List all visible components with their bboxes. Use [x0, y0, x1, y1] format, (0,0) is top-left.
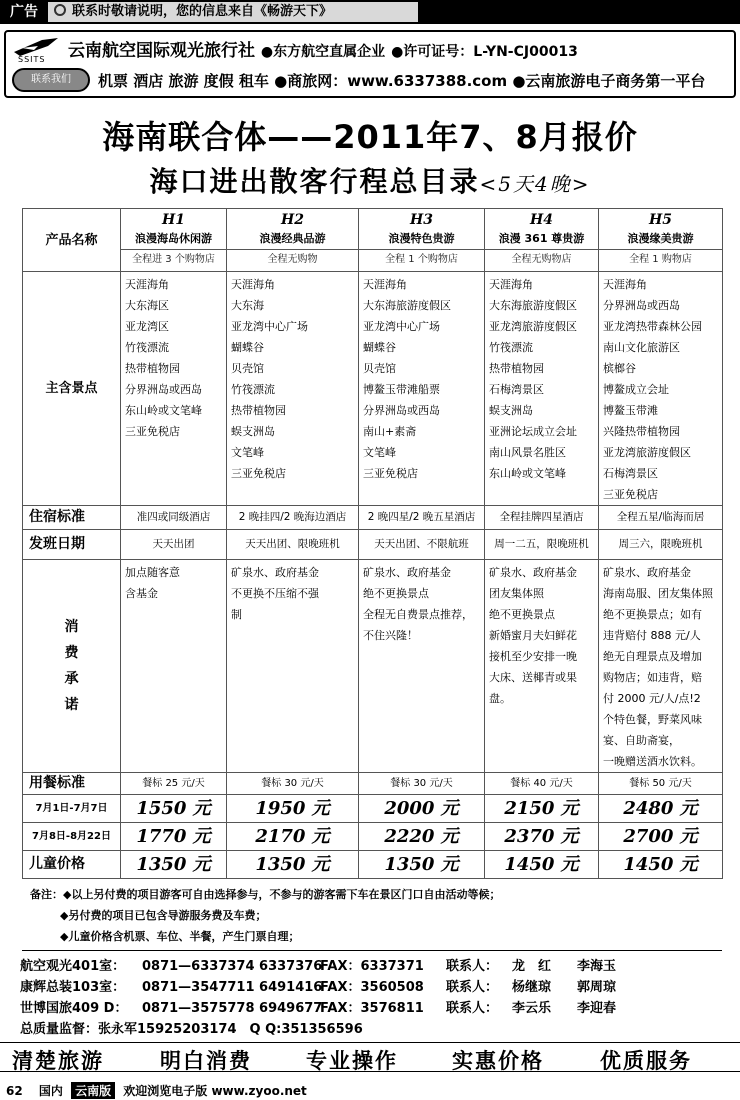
- table-row: [23, 506, 723, 530]
- sight-item: 大东海旅游度假区: [489, 299, 577, 312]
- sight-item: 贝壳馆: [363, 362, 396, 375]
- contact-office: 康辉总装103室：: [20, 980, 126, 995]
- sight-item: 大东海旅游度假区: [363, 299, 451, 312]
- note-item: ◆儿童价格含机票、车位、半餐，产生门票自理；: [60, 930, 300, 943]
- sub-title-text: 海口进出散客行程总目录: [149, 165, 480, 198]
- sight-item: 博鳌成立会址: [603, 383, 669, 396]
- sight-item: 天涯海角: [231, 278, 275, 291]
- footer-text[interactable]: 欢迎浏览电子版 www.zyoo.net: [123, 1084, 307, 1098]
- note-item: ◆另付费的项目已包含导游服务费及车费；: [60, 909, 267, 922]
- sight-item: 亚龙湾旅游度假区: [489, 320, 577, 333]
- ad-bar: [0, 0, 740, 24]
- sight-item: 大东海: [231, 299, 264, 312]
- table-row: [23, 773, 723, 795]
- sight-item: 天涯海角: [489, 278, 533, 291]
- meal-cell: 餐标 40 元/天: [485, 773, 599, 795]
- contact-fax: FAX：3560508: [320, 980, 424, 995]
- sight-item: 蜈支洲岛: [489, 404, 533, 417]
- sight-item: 石梅湾景区: [489, 383, 544, 396]
- contact-phone: 0871—6337374 6337376: [142, 959, 323, 974]
- sights-cell: [121, 272, 227, 506]
- sight-item: 热带植物园: [125, 362, 180, 375]
- sight-item: 槟榔谷: [603, 362, 636, 375]
- ad-notice: [48, 2, 418, 22]
- sight-item: 天涯海角: [363, 278, 407, 291]
- promise-cell: [485, 560, 599, 773]
- contact-people: 杨继琼 郭周琼: [512, 980, 617, 995]
- sight-item: 石梅湾景区: [603, 467, 658, 480]
- promise-line: 不住兴隆！: [363, 629, 418, 642]
- contact-office: 航空观光401室：: [20, 959, 126, 974]
- contact-contact-label: 联系人：: [446, 959, 499, 974]
- sight-item: 东山岭或文笔峰: [125, 404, 202, 417]
- promise-cell: [599, 560, 723, 773]
- slogan: 清楚旅游: [12, 1049, 104, 1073]
- sight-item: 南山+素斋: [363, 425, 417, 438]
- promise-line: 矿泉水、政府基金: [489, 566, 577, 579]
- promise-line: 宴、自助斋宴，: [603, 734, 680, 747]
- departure-cell: 天天出团: [121, 530, 227, 560]
- promise-line: 个特色餐，野菜风味: [603, 713, 702, 726]
- promise-line: 海南岛服、团友集体照: [603, 587, 713, 600]
- sight-item: 贝壳馆: [231, 362, 264, 375]
- sight-item: 博鳌玉带滩船票: [363, 383, 440, 396]
- price-period-1-cell: 2150 元: [485, 795, 599, 823]
- hotel-cell: 全程挂牌四星酒店: [485, 506, 599, 530]
- sight-item: 热带植物园: [231, 404, 286, 417]
- company-name: 云南航空国际观光旅行社: [68, 41, 255, 61]
- sights-cell: [599, 272, 723, 506]
- company-line-2: [98, 70, 705, 91]
- shopping-policy: 全程无购物店: [485, 250, 599, 272]
- sight-item: 博鳌玉带滩: [603, 404, 658, 417]
- sight-item: 分界洲岛或西岛: [125, 383, 202, 396]
- note-item: ◆以上另付费的项目游客可自由选择参与，不参与的游客需下车在景区门口自由活动等候；: [63, 888, 501, 901]
- sight-item: 三亚免税店: [603, 488, 658, 501]
- table-row: [23, 823, 723, 851]
- sight-item: 竹筏漂流: [231, 383, 275, 396]
- price-period-2-cell: 2220 元: [359, 823, 485, 851]
- price-period-2-cell: 2370 元: [485, 823, 599, 851]
- row-label-price-period-1: 7月1日-7月7日: [23, 795, 121, 823]
- page-number: 62: [6, 1084, 23, 1098]
- company-tagline: ●云南旅游电子商务第一平台: [512, 72, 706, 90]
- company-affiliation: ●东方航空直属企业: [260, 44, 386, 60]
- sight-item: 三亚免税店: [125, 425, 180, 438]
- table-row: [23, 560, 723, 773]
- sight-item: 南山风景名胜区: [489, 446, 566, 459]
- promise-line: 付 2000 元/人/点!2: [603, 692, 701, 705]
- notes: [30, 884, 500, 947]
- promise-line: 含基金: [125, 587, 158, 600]
- sight-item: 大东海区: [125, 299, 169, 312]
- promise-line: 盘。: [489, 692, 511, 705]
- sight-item: 竹筏漂流: [489, 341, 533, 354]
- promise-line: 加点随客意: [125, 566, 180, 579]
- sights-cell: [359, 272, 485, 506]
- page-footer: [6, 1082, 307, 1099]
- shopping-policy: 全程 1 购物店: [599, 250, 723, 272]
- price-period-1-cell: 1950 元: [227, 795, 359, 823]
- secondary-logo: 联系我们: [12, 68, 90, 92]
- table-row: [23, 851, 723, 879]
- promise-cell: [359, 560, 485, 773]
- company-website[interactable]: ●商旅网：www.6337388.com: [274, 72, 508, 90]
- contact-office: 世博国旅409 D：: [20, 1001, 128, 1016]
- company-services: 机票 酒店 旅游 度假 租车: [98, 72, 269, 90]
- contact-people: 龙 红 李海玉: [512, 959, 617, 974]
- sight-item: 三亚免税店: [231, 467, 286, 480]
- price-period-1-cell: 2000 元: [359, 795, 485, 823]
- product-name: 浪漫特色贵游: [359, 229, 485, 250]
- meal-cell: 餐标 30 元/天: [359, 773, 485, 795]
- quality-supervision: 总质量监督：张永军15925203174 Q Q:351356596: [20, 1022, 363, 1037]
- price-period-1-cell: 1550 元: [121, 795, 227, 823]
- sight-item: 蝴蝶谷: [231, 341, 264, 354]
- promise-line: 制: [231, 608, 242, 621]
- row-label-sights: 主含景点: [23, 272, 121, 506]
- hotel-cell: 全程五星/临海而居: [599, 506, 723, 530]
- sight-item: 兴隆热带植物园: [603, 425, 680, 438]
- product-code: H1: [121, 209, 227, 230]
- shopping-policy: 全程进 3 个购物店: [121, 250, 227, 272]
- hotel-cell: 2 晚四星/2 晚五星酒店: [359, 506, 485, 530]
- departure-cell: 周一二五，限晚班机: [485, 530, 599, 560]
- slogan: 优质服务: [600, 1049, 692, 1073]
- promise-cell: [227, 560, 359, 773]
- promise-line: 绝不更换景点: [363, 587, 429, 600]
- sub-title-duration: <5天4晚>: [479, 172, 591, 196]
- promise-line: 绝不更换景点；如有: [603, 608, 702, 621]
- sub-title: [0, 160, 740, 200]
- table-row: [23, 530, 723, 560]
- row-label-price-period-2: 7月8日-8月22日: [23, 823, 121, 851]
- sight-item: 蝴蝶谷: [363, 341, 396, 354]
- sight-item: 南山文化旅游区: [603, 341, 680, 354]
- sights-cell: [485, 272, 599, 506]
- sight-item: 亚龙湾旅游度假区: [603, 446, 691, 459]
- sight-item: 竹筏漂流: [125, 341, 169, 354]
- sight-item: 亚龙湾中心广场: [363, 320, 440, 333]
- row-label-departure: 发班日期: [23, 530, 121, 560]
- row-label-child: 儿童价格: [23, 851, 121, 879]
- sight-item: 亚龙湾中心广场: [231, 320, 308, 333]
- contact-block: [20, 956, 672, 1040]
- slogan: 明白消费: [160, 1049, 252, 1073]
- product-code: H2: [227, 209, 359, 230]
- slogan: 专业操作: [306, 1049, 398, 1073]
- sight-item: 分界洲岛或西岛: [363, 404, 440, 417]
- row-label-product: 产品名称: [23, 209, 121, 272]
- meal-cell: 餐标 50 元/天: [599, 773, 723, 795]
- product-name: 浪漫 361 尊贵游: [485, 229, 599, 250]
- logo-text: SSITS: [18, 55, 46, 64]
- promise-line: 新婚蜜月夫妇鲜花: [489, 629, 577, 642]
- product-name: 浪漫经典品游: [227, 229, 359, 250]
- contact-phone: 0871—3575778 6949677: [142, 1001, 323, 1016]
- tour-price-table: [22, 208, 723, 879]
- promise-line: 一晚赠送酒水饮料。: [603, 755, 702, 768]
- promise-line: 团友集体照: [489, 587, 544, 600]
- company-license: ●许可证号：L-YN-CJ00013: [391, 44, 578, 60]
- ad-tag: 广告: [2, 2, 46, 22]
- product-code: H4: [485, 209, 599, 230]
- promise-line: 接机至少安排一晚: [489, 650, 577, 663]
- table-row: [23, 250, 723, 272]
- row-label-promise: [23, 560, 121, 773]
- meal-cell: 餐标 30 元/天: [227, 773, 359, 795]
- sight-item: 天涯海角: [125, 278, 169, 291]
- sight-item: 文笔峰: [231, 446, 264, 459]
- sight-item: 三亚免税店: [363, 467, 418, 480]
- promise-line: 绝无自理景点及增加: [603, 650, 702, 663]
- promise-label-char: 诺: [64, 697, 79, 713]
- child-price-cell: 1450 元: [599, 851, 723, 879]
- promise-line: 矿泉水、政府基金: [231, 566, 319, 579]
- child-price-cell: 1450 元: [485, 851, 599, 879]
- price-period-2-cell: 2700 元: [599, 823, 723, 851]
- promise-line: 购物店；如违背，赔: [603, 671, 702, 684]
- promise-line: 违背赔付 888 元/人: [603, 629, 701, 642]
- price-period-1-cell: 2480 元: [599, 795, 723, 823]
- meal-cell: 餐标 25 元/天: [121, 773, 227, 795]
- departure-cell: 天天出团、限晚班机: [227, 530, 359, 560]
- sight-item: 文笔峰: [363, 446, 396, 459]
- sight-item: 亚龙湾热带森林公园: [603, 320, 702, 333]
- promise-line: 全程无自费景点推荐，: [363, 608, 473, 621]
- promise-label-char: 费: [64, 645, 79, 661]
- shopping-policy: 全程无购物: [227, 250, 359, 272]
- table-row: [23, 209, 723, 230]
- notes-label: 备注：: [30, 888, 63, 901]
- promise-line: 大床、送椰青或果: [489, 671, 577, 684]
- footer-edition: 云南版: [71, 1082, 115, 1099]
- promise-line: 矿泉水、政府基金: [363, 566, 451, 579]
- price-period-2-cell: 1770 元: [121, 823, 227, 851]
- row-label-meal: 用餐标准: [23, 773, 121, 795]
- promise-line: 绝不更换景点: [489, 608, 555, 621]
- product-code: H3: [359, 209, 485, 230]
- sight-item: 亚洲论坛成立会址: [489, 425, 577, 438]
- price-period-2-cell: 2170 元: [227, 823, 359, 851]
- contact-line: [20, 977, 672, 998]
- contact-contact-label: 联系人：: [446, 1001, 499, 1016]
- departure-cell: 天天出团、不限航班: [359, 530, 485, 560]
- divider: [22, 950, 722, 951]
- sight-item: 分界洲岛或西岛: [603, 299, 680, 312]
- hotel-cell: 准四或同级酒店: [121, 506, 227, 530]
- child-price-cell: 1350 元: [121, 851, 227, 879]
- sight-item: 东山岭或文笔峰: [489, 467, 566, 480]
- contact-line: [20, 998, 672, 1019]
- slogan: 实惠价格: [452, 1049, 544, 1073]
- contact-phone: 0871—3547711 6491416: [142, 980, 323, 995]
- child-price-cell: 1350 元: [227, 851, 359, 879]
- sight-item: 蜈支洲岛: [231, 425, 275, 438]
- product-name: 浪漫海岛休闲游: [121, 229, 227, 250]
- sight-item: 亚龙湾区: [125, 320, 169, 333]
- sight-item: 天涯海角: [603, 278, 647, 291]
- hotel-cell: 2 晚挂四/2 晚海边酒店: [227, 506, 359, 530]
- row-label-hotel: 住宿标准: [23, 506, 121, 530]
- ssits-logo: [12, 36, 62, 62]
- sights-cell: [227, 272, 359, 506]
- contact-fax: FAX：3576811: [320, 1001, 424, 1016]
- company-header: [4, 30, 736, 98]
- main-title: 海南联合体——2011年7、8月报价: [102, 118, 638, 156]
- product-name: 浪漫缘美贵游: [599, 229, 723, 250]
- table-row: [23, 229, 723, 250]
- table-row: [23, 795, 723, 823]
- promise-label-char: 承: [64, 671, 79, 687]
- ad-notice-text: 联系时敬请说明，您的信息来自《畅游天下》: [72, 4, 333, 19]
- product-code: H5: [599, 209, 723, 230]
- promise-cell: [121, 560, 227, 773]
- table-row: [23, 272, 723, 506]
- promise-line: 不更换不压缩不强: [231, 587, 319, 600]
- sight-item: 热带植物园: [489, 362, 544, 375]
- child-price-cell: 1350 元: [359, 851, 485, 879]
- footer-section: 国内: [38, 1084, 63, 1098]
- contact-fax: FAX：6337371: [320, 959, 424, 974]
- sun-icon: [54, 4, 66, 16]
- contact-line: [20, 956, 672, 977]
- contact-contact-label: 联系人：: [446, 980, 499, 995]
- contact-people: 李云乐 李迎春: [512, 1001, 617, 1016]
- company-line-1: [68, 36, 578, 61]
- promise-line: 矿泉水、政府基金: [603, 566, 691, 579]
- slogan-bar: [0, 1042, 740, 1072]
- shopping-policy: 全程 1 个购物店: [359, 250, 485, 272]
- departure-cell: 周三六，限晚班机: [599, 530, 723, 560]
- promise-label-char: 消: [64, 619, 79, 635]
